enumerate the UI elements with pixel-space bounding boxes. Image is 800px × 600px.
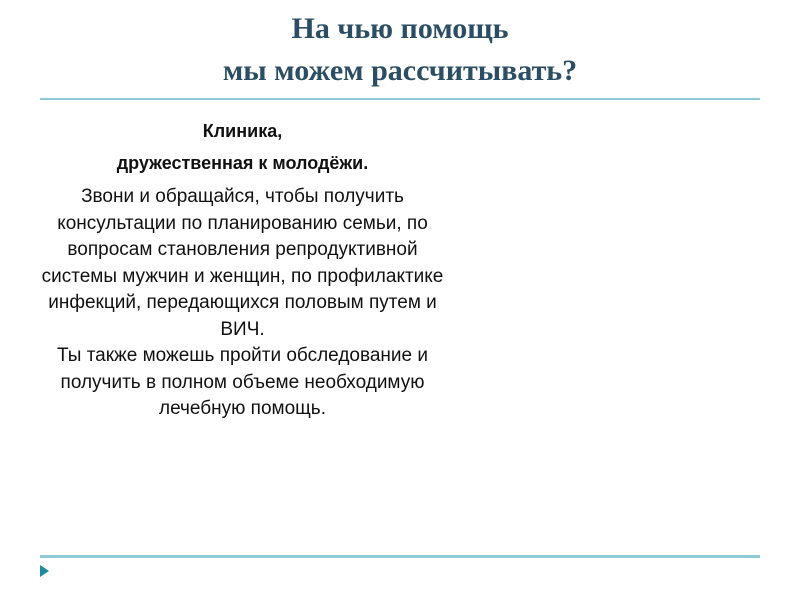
title-line-1: На чью помощь (291, 12, 509, 45)
heading-line-1: Клиника, (202, 121, 283, 141)
title-line-2: мы можем рассчитывать? (222, 54, 578, 87)
body-paragraph-1: Звони и обращайся, чтобы получить консультации по планированию семьи, по вопросам становления репродуктивной системы мужчин и женщин, по профилактике инфекций, передающихся половым путем и ВИЧ. (41, 186, 444, 340)
bottom-divider (40, 555, 760, 558)
top-divider (40, 98, 760, 100)
body-paragraph-2: Ты также можешь пройти обследование и получить в полном объеме необходимую лечебную помощь. (56, 345, 428, 419)
slide-body (40, 118, 445, 423)
play-arrow-icon[interactable] (40, 565, 49, 577)
slide-title (0, 8, 800, 92)
heading-line-2: дружественная к молодёжи. (116, 153, 369, 173)
